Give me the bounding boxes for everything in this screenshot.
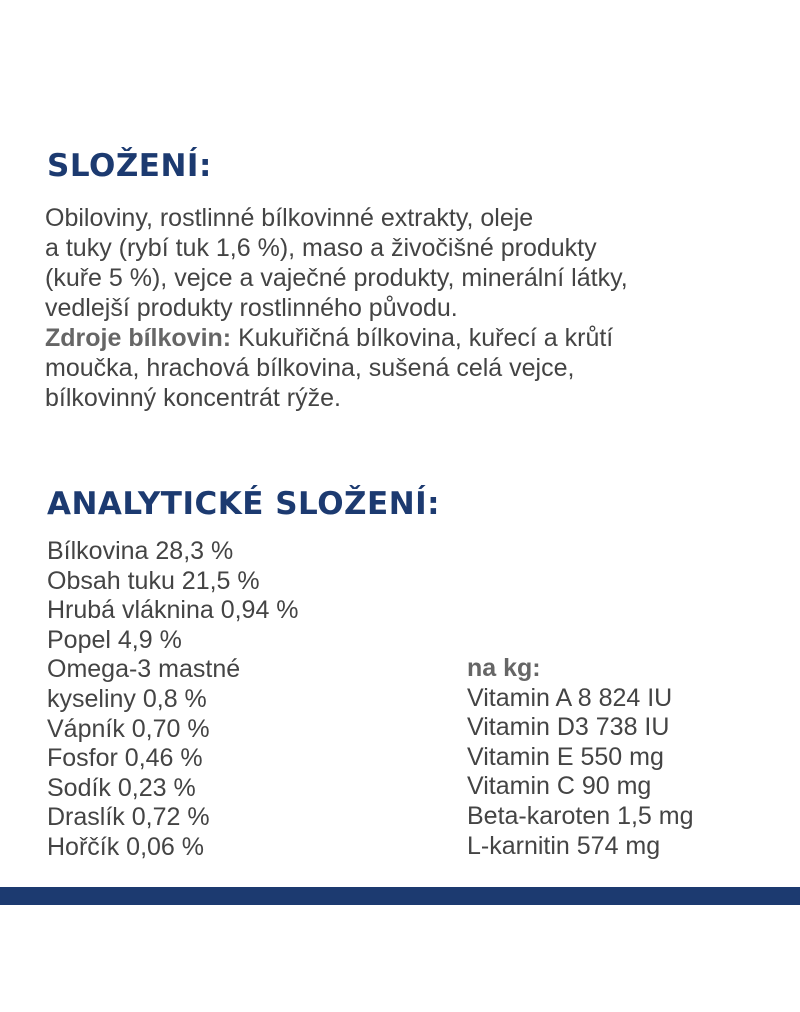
analytical-item: Hrubá vláknina 0,94 % [47,596,299,625]
composition-line: (kuře 5 %), vejce a vaječné produkty, minerální látky, [45,264,628,292]
analytical-item: Draslík 0,72 % [47,803,210,832]
per-kg-title: na kg: [467,654,541,682]
per-kg-list [467,654,694,861]
vitamin-item: Beta-karoten 1,5 mg [467,801,694,830]
vitamin-item: Vitamin A 8 824 IU [467,683,673,712]
protein-sources-label: Zdroje bílkovin: [45,324,232,352]
vitamin-item: Vitamin D3 738 IU [467,713,670,742]
protein-sources-line: bílkovinný koncentrát rýže. [45,384,341,412]
analytical-item: Obsah tuku 21,5 % [47,566,260,595]
analytical-item: Omega-3 mastné [47,655,241,684]
analytical-list [47,537,299,863]
composition-line: vedlejší produkty rostlinného původu. [45,294,458,322]
analytical-item: Fosfor 0,46 % [47,744,203,773]
protein-sources-line: moučka, hrachová bílkovina, sušená celá vejce, [45,354,575,382]
composition-line: Obiloviny, rostlinné bílkovinné extrakty, oleje [45,204,534,232]
analytical-item: kyseliny 0,8 % [47,684,207,713]
vitamin-item: Vitamin E 550 mg [467,742,664,771]
analytical-item: Sodík 0,23 % [47,773,196,802]
composition-heading: SLOŽENÍ: [47,148,212,184]
protein-sources-text: Kukuřičná bílkovina, kuřecí a krůtí [231,324,614,352]
composition-text [45,203,785,413]
analytical-heading: ANALYTICKÉ SLOŽENÍ: [47,486,441,522]
analytical-item: Bílkovina 28,3 % [47,537,234,565]
analytical-item: Vápník 0,70 % [47,714,210,743]
composition-line: a tuky (rybí tuk 1,6 %), maso a živočišné produkty [45,234,597,262]
protein-sources-line [45,323,785,353]
analytical-item: Hořčík 0,06 % [47,832,205,861]
bottom-divider-bar [0,887,800,905]
analytical-item: Popel 4,9 % [47,625,182,654]
vitamin-item: Vitamin C 90 mg [467,772,652,801]
vitamin-item: L-karnitin 574 mg [467,831,661,860]
